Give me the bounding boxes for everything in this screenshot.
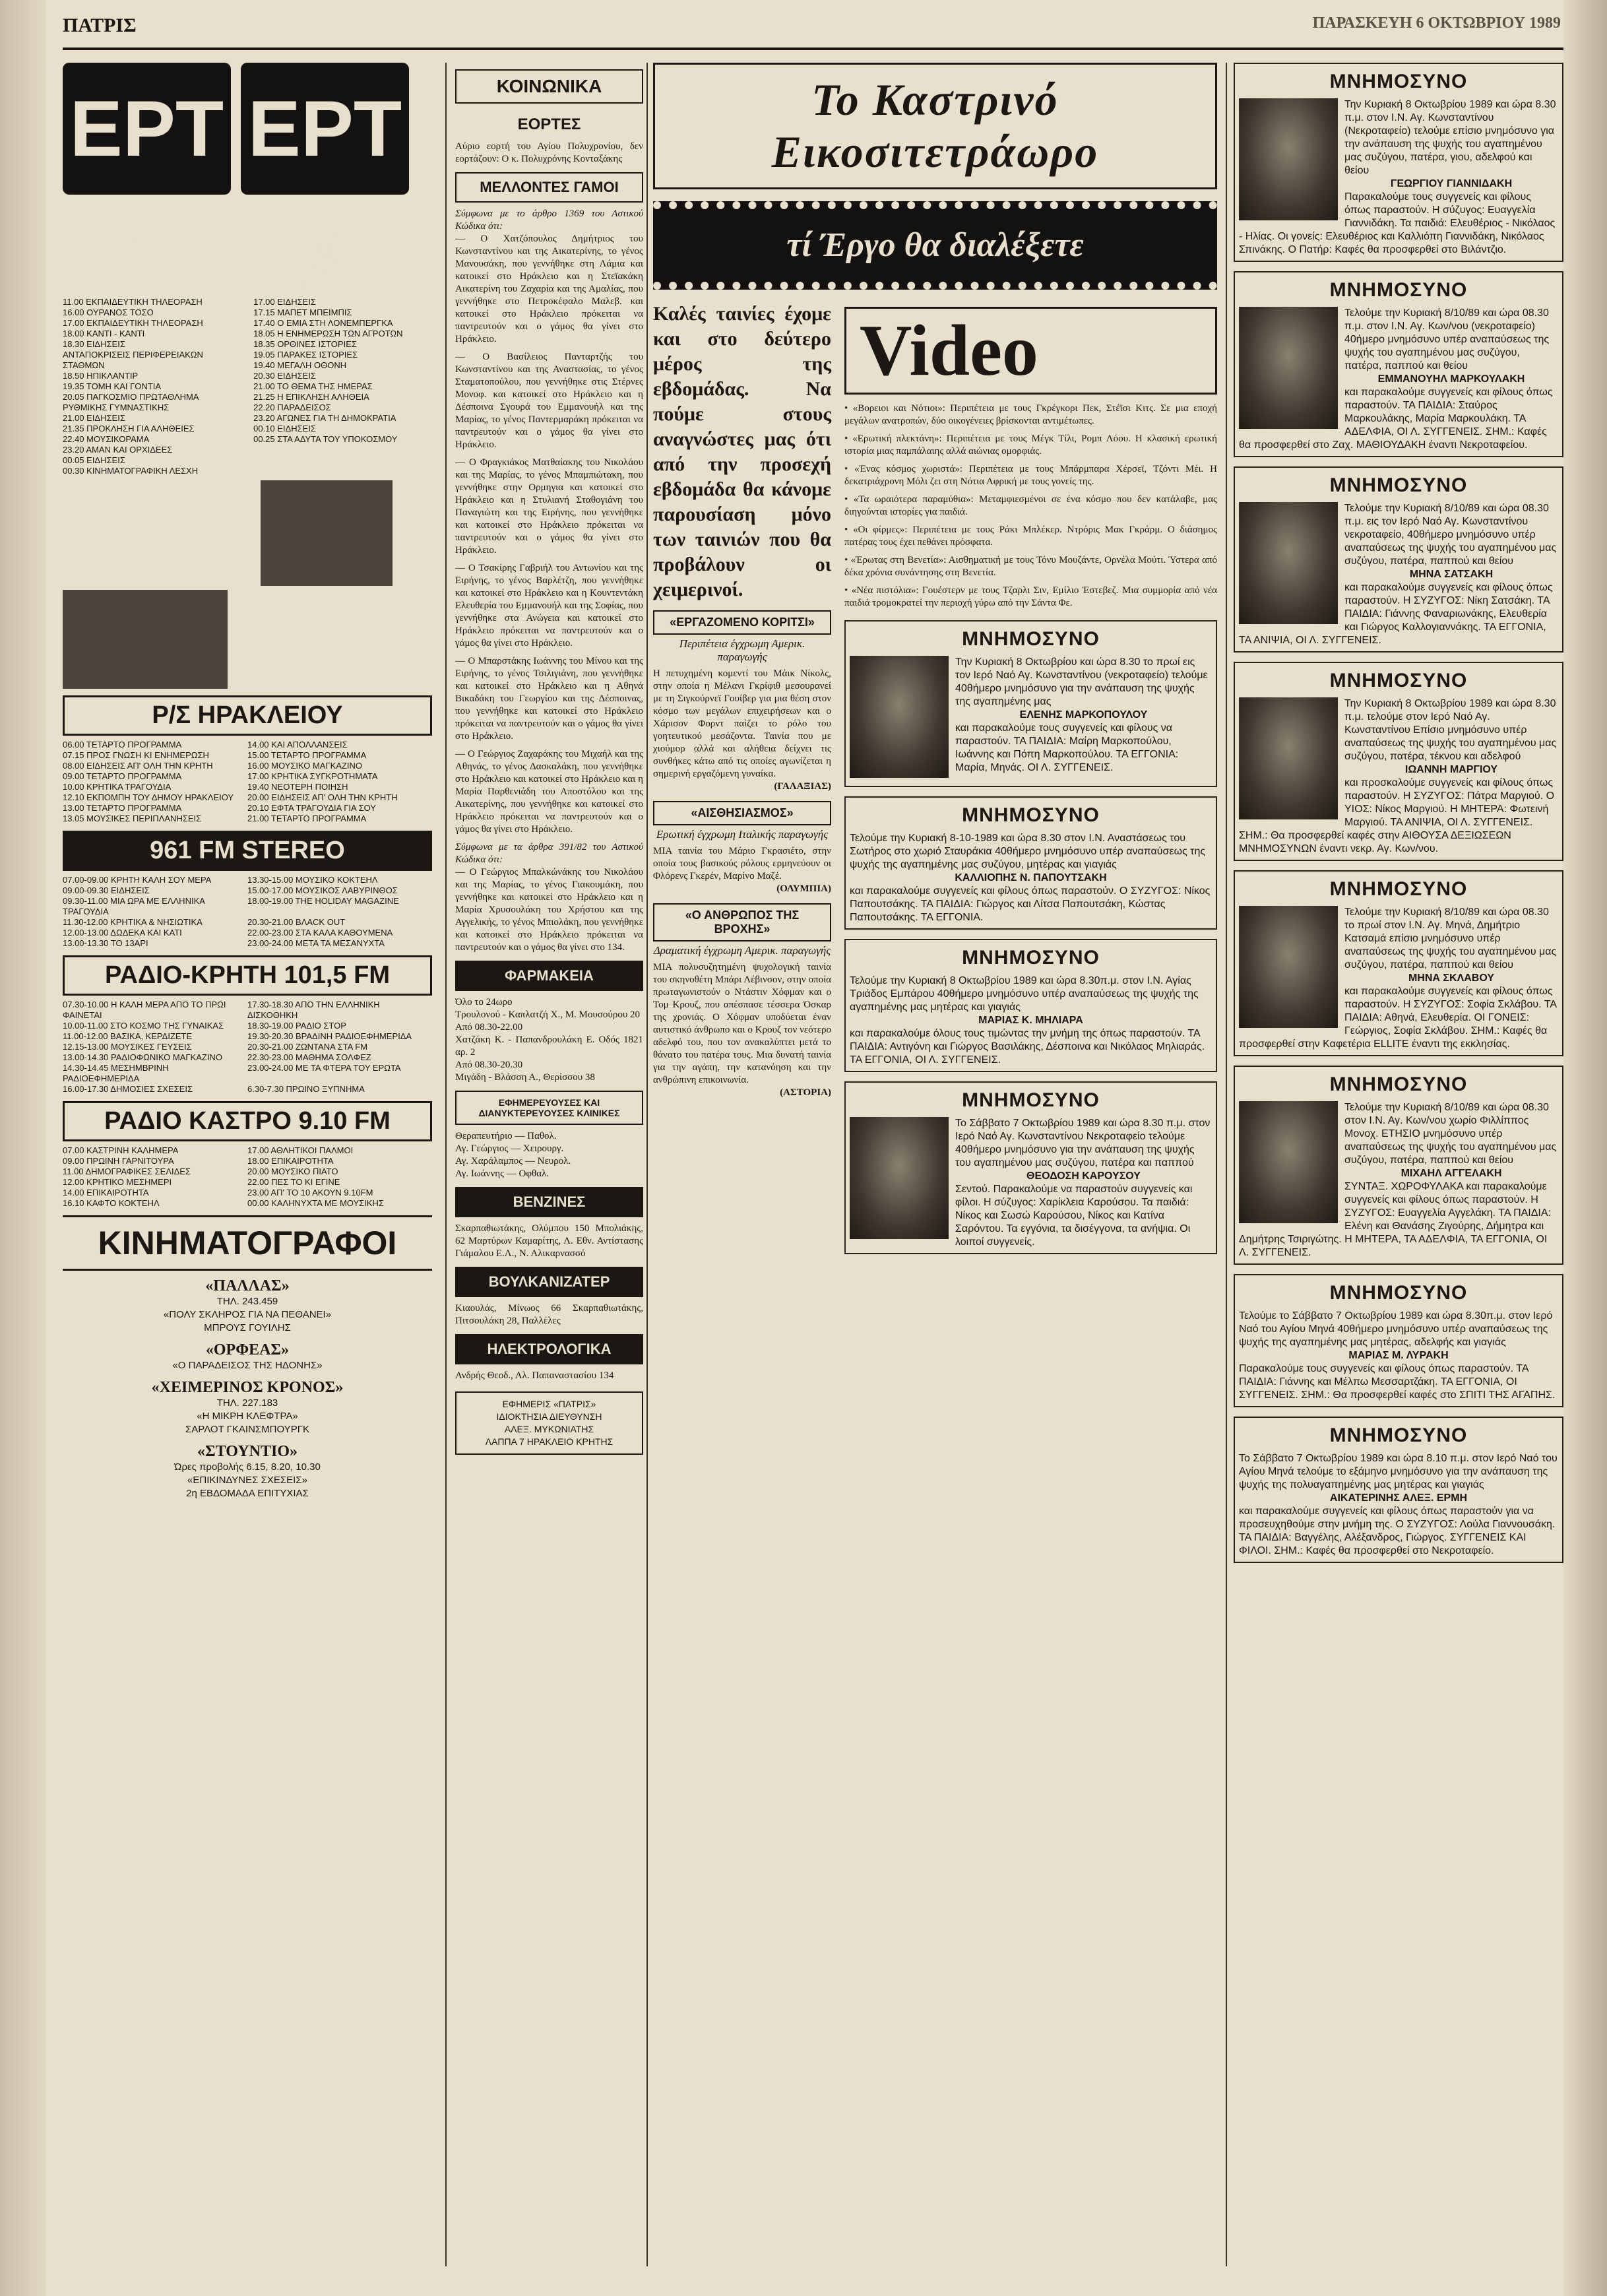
video-review: • «Ερωτική πλεκτάνη»: Περιπέτεια με τους Μέγκ Τίλι, Ρομπ Λόου. Η κλασική ερωτική ιστορία μιας παμπάλαιης αλλά αιώνιας ομορφιάς. <box>844 433 1217 457</box>
tv-listing-item: 00.05 ΕΙΔΗΣΕΙΣ <box>63 455 125 465</box>
radio-listing-item: 09.00-09.30 ΕΙΔΗΣΕΙΣ <box>63 885 150 895</box>
cinema-entry <box>63 1379 432 1436</box>
tv-listing-item: 18.35 ΟΡΘΙΝΕΣ ΙΣΤΟΡΙΕΣ <box>253 339 357 349</box>
clinic-entry: Θεραπευτήριο — Παθολ. <box>455 1131 557 1141</box>
radio-listing-item: 14.30-14.45 ΜΕΣΗΜΒΡΙΝΗ ΡΑΔΙΟΕΦΗΜΕΡΙΔΑ <box>63 1063 169 1083</box>
radio-listing-item: 12.10 ΕΚΠΟΜΠΗ ΤΟΥ ΔΗΜΟΥ ΗΡΑΚΛΕΙΟΥ <box>63 792 234 802</box>
weddings-title: ΜΕΛΛΟΝΤΕΣ ΓΑΜΟΙ <box>455 172 643 203</box>
video-list <box>844 402 1217 610</box>
video-review: • «Ένας κόσμος χωριστά»: Περιπέτεια με τους Μπάρμπαρα Χέρσεϊ, Τζόντι Μέι. Η δεκατριάχρονη Μόλι ζει στη Νότια Αφρική με τους γονείς της. <box>844 464 1217 487</box>
radio-listing-item: 14.00 ΚΑΙ ΑΠΟΛΛΑΝΣΕΙΣ <box>247 740 348 749</box>
radio-listing-item: 12.00 ΚΡΗΤΙΚΟ ΜΕΣΗΜΕΡΙ <box>63 1177 172 1187</box>
tv-listing-item: 17.40 Ο ΕΜΙΑ ΣΤΗ ΛΟΝΕΜΠΕΡΓΚΑ <box>253 318 393 328</box>
tv-listing-item: 19.40 ΜΕΓΑΛΗ ΟΘΟΝΗ <box>253 360 347 370</box>
clinic-entry: Αγ. Γεώργιος — Χειρουργ. <box>455 1143 564 1154</box>
film-text: Η πετυχημένη κομεντί του Μάικ Νίκολς, στην οποία η Μέλανι Γκρίφιθ μεσουρανεί με τη Σιγκούρνεϊ Γουίβερ για μια θέση στον κόσμο των μεγάλων επιχειρήσεων και ο Χάρισον Φορντ παίζει το ρόλο του γοητευτικού μεσάζοντα. Ταινία που με χιούμορ αλλά και αλήθεια δείχνει τις συνθήκες κάτω από τις οποίες αγωνίζεται η σημερινή εργαζόμενη γυναίκα. <box>653 668 831 779</box>
memorial-title: ΜΝΗΜΟΣΥΝΟ <box>962 804 1100 826</box>
radio-listing-item: 12.00-13.00 ΔΩΔΕΚΑ ΚΑΙ ΚΑΤΙ <box>63 928 182 938</box>
pharmacies-list <box>455 996 643 1084</box>
memorials-list <box>1234 63 1563 1265</box>
memorial-details: ΣΥΝΤΑΞ. ΧΩΡΟΦΥΛΑΚΑ και παρακαλούμε συγγενείς και φίλους όπως παραστούν. Η ΣΥΖΥΓΟΣ: Ευαγγελία Αγγελάκη. ΤΑ ΠΑΙΔΙΑ: Ελένη και Θανάσης Ζιγούρης, Δήμητρα και Δημήτρης Τσιριγώτης. Η ΜΗΤΕΡΑ, ΤΑ ΑΔΕΛΦΙΑ, ΤΑ ΕΓΓΟΝΙΑ, ΟΙ Λ. ΣΥΓΓΕΝΕΙΣ. <box>1239 1181 1551 1258</box>
memorial-notice <box>844 939 1217 1072</box>
cinemas-title: ΚΙΝΗΜΑΤΟΓΡΑΦΟΙ <box>63 1215 432 1271</box>
memorial-title: ΜΝΗΜΟΣΥΝΟ <box>1329 670 1468 691</box>
memorial-notice <box>1234 662 1563 861</box>
film-cinema: (ΟΛΥΜΠΙΑ) <box>776 883 831 894</box>
tv-photo-portrait <box>261 480 393 586</box>
memorial-title: ΜΝΗΜΟΣΥΝΟ <box>1329 279 1468 301</box>
wedding-notice: — Ο Γεώργιος Μπαλκώνάκης του Νικολάου και της Μαρίας, το γένος Γιακουμάκη, που γεννήθηκε και κατοικεί στο Ηράκλειο και η Μαρία Χρυσουλάκη του Χρήστου και της Αγγελικής, το γένος Μπιολάκη, που γεννήθηκε και κατοικεί στο Ηράκλειο πρόκειται να παντρευτούν και ο γάμος θα γίνει στο 134. <box>455 867 643 953</box>
radio-kastro-schedule <box>63 1145 432 1209</box>
radio-listing-item: 18.00-19.00 THE HOLIDAY MAGAZINE <box>247 896 399 906</box>
film-text: ΜΙΑ πολυσυζητημένη ψυχολογική ταινία του σκηνοθέτη Μπάρι Λέβινσον, στην οποία πρωταγωνιστούν ο Ντάστιν Χόφμαν και ο Τομ Κρουζ, που απέσπασε τέσσερα Όσκαρ της χρονιάς. Ο Χόφμαν υποδύεται έναν αυτιστικό άνθρωπο και ο Κρουζ τον νεότερο αδελφό του, που τον ανακαλύπτει μετά το θάνατο του πατέρα τους. Μια δυνατή ταινία για την αγάπη, την κατανόηση και την ανθρώπινη επικοινωνία. <box>653 962 831 1085</box>
pharmacy-entry: Χατζάκη Κ. - Παπανδρουλάκη Ε. Οδός 1821 αρ. 2 <box>455 1035 643 1058</box>
pharmacy-entry: Μιγάδη - Βλάσση Α., Θερίσσου 38 <box>455 1072 595 1083</box>
radio-listing-item: 13.05 ΜΟΥΣΙΚΕΣ ΠΕΡΙΠΛΑΝΗΣΕΙΣ <box>63 813 202 823</box>
weddings-intro: Σύμφωνα με το άρθρο 1369 του Αστικού Κώδικα ότι: <box>455 208 643 232</box>
radio-listing-item: 09.30-11.00 ΜΙΑ ΩΡΑ ΜΕ ΕΛΛΗΝΙΚΑ ΤΡΑΓΟΥΔΙΑ <box>63 896 205 916</box>
center-memorials <box>844 620 1217 1254</box>
cinema-film: «Ο ΠΑΡΑΔΕΙΣΟΣ ΤΗΣ ΗΔΟΝΗΣ» <box>172 1360 323 1371</box>
memorial-body: Την Κυριακή 8 Οκτωβρίου 1989 και ώρα 8.30 π.μ. τελούμε στον Ιερό Ναό Αγ. Κωνσταντίνου Επίσιο μνημόσυνο υπέρ αναπαύσεως της ψυχής του αγαπημένου μας συζύγου, πατέρα, τέκνου και αδελφού <box>1344 698 1557 762</box>
memorial-notice <box>1234 466 1563 653</box>
film-title: «Ο ΑΝΘΡΩΠΟΣ ΤΗΣ ΒΡΟΧΗΣ» <box>653 903 831 941</box>
memorial-name: ΜΙΧΑΗΛ ΑΓΓΕΛΑΚΗ <box>1401 1168 1502 1179</box>
radio-listing-item: 20.00 ΜΟΥΣΙΚΟ ΠΙΑΤΟ <box>247 1166 338 1176</box>
pharmacy-entry: Από 08.30-20.30 <box>455 1060 523 1070</box>
tv-listing-item: 21.00 ΕΙΔΗΣΕΙΣ <box>63 413 125 423</box>
memorial-name: ΑΙΚΑΤΕΡΙΝΗΣ ΑΛΕΞ. ΕΡΜΗ <box>1329 1492 1468 1504</box>
cinema-entry <box>63 1341 432 1372</box>
memorial-body: Τελούμε την Κυριακή 8 Οκτωβρίου 1989 και ώρα 8.30π.μ. στον Ι.Ν. Αγίας Τριάδος Εμπάρου 40θήμερο μνημόσυνο υπέρ αναπαύσεως της ψυχής της αγαπημένης μας μητέρας και γιαγιάς <box>850 975 1199 1013</box>
film-genre: Δραματική έγχρωμη Αμερικ. παραγωγής <box>653 944 831 957</box>
radio-961-schedule <box>63 875 432 949</box>
tv-listing-item: 18.00 ΚΑΝΤΙ - ΚΑΝΤΙ <box>63 329 145 338</box>
radio-listing-item: 20.10 ΕΦΤΑ ΤΡΑΓΟΥΔΙΑ ΓΙΑ ΣΟΥ <box>247 803 376 813</box>
memorial-body: Την Κυριακή 8 Οκτωβρίου 1989 και ώρα 8.30 π.μ. στον Ι.Ν. Αγ. Κωνσταντίνου (Νεκροταφείο) τελούμε επίσιο μνημόσυνο για την ανάπαυση της ψυχής του αγαπημένου μας συζύγου, πατέρα, γιου, αδελφού και θείου <box>1344 99 1556 176</box>
ert1-logo: ΕΡΤ 1 <box>63 63 231 195</box>
tv-listing-item: 00.30 ΚΙΝΗΜΑΤΟΓΡΑΦΙΚΗ ΛΕΣΧΗ <box>63 466 199 476</box>
social-header: ΚΟΙΝΩΝΙΚΑ <box>455 69 643 104</box>
feasts-title: ΕΟΡΤΕΣ <box>517 115 581 133</box>
memorial-photo <box>1239 1101 1338 1223</box>
tv-listing-item: ΑΝΤΑΠΟΚΡΙΣΕΙΣ ΠΕΡΙΦΕΡΕΙΑΚΩΝ ΣΤΑΘΜΩΝ <box>63 350 203 370</box>
cinema-name: «ΧΕΙΜΕΡΙΝΟΣ ΚΡΟΝΟΣ» <box>151 1379 344 1396</box>
memorial-notice <box>844 796 1217 930</box>
masthead-name: ΠΑΤΡΙΣ <box>63 15 137 36</box>
memorial-body: Τελούμε την Κυριακή 8/10/89 και ώρα 08.30 π.μ. εις τον Ιερό Ναό Αγ. Κωνσταντίνου νεκροταφείο, 40θήμερο μνημόσυνο υπέρ αναπαύσεως της ψυχής του αγαπημένου μας συζύγου, πατέρα, παππού και θείου <box>1344 503 1557 567</box>
tv-listing-item: 22.20 ΠΑΡΑΔΕΙΣΟΣ <box>253 402 331 412</box>
memorial-details: και παρακαλούμε συγγενείς και φίλους όπως παραστούν. ΤΑ ΠΑΙΔΙΑ: Σταύρος Μαρκουλάκης, Μαρία Μαρκουλάκη. ΤΑ ΑΔΕΛΦΙΑ, ΟΙ Λ. ΣΥΓΓΕΝΕΙΣ. ΣΗΜ.: Καφές θα προσφερθεί στο Ζαχ. ΜΑΘΙΟΥΔΑΚΗ έναντι Νεκροταφείου. <box>1239 387 1553 451</box>
feature-intro: Καλές ταινίες έχομε και στο δεύτερο μέρος της εβδομάδας. Να πούμε στους αναγνώστες μας ότι από την προσεχή εβδομάδα θα κάνομε παρουσίαση μόνο των ταινιών που θα προβάλουν οι χειμερινοί. <box>653 303 831 600</box>
memorial-name: ΘΕΟΔΟΣΗ ΚΑΡΟΥΣΟΥ <box>1026 1170 1141 1182</box>
tv-listing-item: 21.00 ΤΟ ΘΕΜΑ ΤΗΣ ΗΜΕΡΑΣ <box>253 381 373 391</box>
memorial-details: και παρακαλούμε συγγενείς και φίλους όπως παραστούν. Η ΣΥΖΥΓΟΣ: Νίκη Σατσάκη. ΤΑ ΠΑΙΔΙΑ: Γιάννης Φαναριωνάκης, Ελευθερία και Γιώργος Καλλογιαννάκης. ΤΑ ΕΓΓΟΝΙΑ, ΤΑ ΑΝΙΨΙΑ, ΟΙ Λ. ΣΥΓΓΕΝΕΙΣ. <box>1239 582 1553 646</box>
memorial-body: Τελούμε την Κυριακή 8-10-1989 και ώρα 8.30 στον Ι.Ν. Αναστάσεως του Σωτήρος στο χωριό Σταυράκια 40θήμερο μνημόσυνο υπέρ αναπαύσεως της ψυχής της αγαπημένης μας συζύγου, μητέρας και γιαγιάς <box>850 833 1206 870</box>
tv-listing-item: 20.05 ΠΑΓΚΟΣΜΙΟ ΠΡΩΤΑΘΛΗΜΑ ΡΥΘΜΙΚΗΣ ΓΥΜΝΑΣΤΙΚΗΣ <box>63 392 199 412</box>
cinema-note: ΣΑΡΛΟΤ ΓΚΑΙΝΣΜΠΟΥΡΓΚ <box>185 1424 309 1435</box>
electric-text: Ανδρής Θεοδ., Αλ. Παπαναστασίου 134 <box>455 1370 614 1381</box>
memorial-name: ΜΗΝΑ ΣΚΛΑΒΟΥ <box>1408 973 1495 984</box>
radio-listing-item: 23.00 ΑΠ' ΤΟ 10 ΑΚΟΥΝ 9.10FM <box>247 1188 373 1197</box>
fuel-text: Σκαρπαθιωτάκης, Ολύμπου 150 Μπολιάκης, 62 Μαρτύρων Καμαρίτης, Λ. Εθν. Αντίστασης Γιάμαλου Ε.Λ., Ν. Αλικαρνασσό <box>455 1223 643 1259</box>
memorial-name: ΕΛΕΝΗΣ ΜΑΡΚΟΠΟΥΛΟΥ <box>1019 709 1148 720</box>
cinema-film: «Η ΜΙΚΡΗ ΚΛΕΦΤΡΑ» <box>197 1411 298 1422</box>
film-text: ΜΙΑ ταινία του Μάριο Γκρασιέτο, στην οποία τους βασικούς ρόλους ερμηνεύουν οι Φλόρενς Γκερέν, Μαρίνο Μαζέ. <box>653 846 831 881</box>
radio-listing-item: 22.00 ΠΕΣ ΤΟ ΚΙ ΕΓΙΝΕ <box>247 1177 340 1187</box>
imprint-line: ΑΛΕΞ. ΜΥΚΩΝΙΑΤΗΣ <box>504 1424 594 1434</box>
tv-listing-item: 17.00 ΕΚΠΑΙΔΕΥΤΙΚΗ ΤΗΛΕΟΡΑΣΗ <box>63 318 203 328</box>
radio-listing-item: 13.00 ΤΕΤΑΡΤΟ ΠΡΟΓΡΑΜΜΑ <box>63 803 182 813</box>
video-review: • «Βορειοι και Νότιοι»: Περιπέτεια με τους Γκρέγκορι Πεκ, Στέϊσι Κιτς. Σε μια εποχή μεγάλων ανατροπών, δύο οικογένειες βρίσκονται αντιμέτωπες. <box>844 403 1217 426</box>
radio-listing-item: 20.30-21.00 ΖΩΝΤΑΝΑ ΣΤΑ FM <box>247 1042 367 1052</box>
wedding-notice: — Ο Χατζόπουλος Δημήτριος του Κωνσταντίνου και της Αικατερίνης, το γένος Μανουσάκη, που γεννήθηκε στη Λάμια και κατοικεί στο Ηράκλειο και η Στεϊακάκη Αικατερίνη του Ζαχαρία και της Αμαλίας, που γεννήθηκε στο Πετροκέφαλο Μαλεβ. και κατοικεί στο Ηράκλειο πρόκειται να παντρευτούν και ο γάμος θα γίνει στο Ηράκλειο. <box>455 234 643 344</box>
memorial-body: Τελούμε την Κυριακή 8/10/89 και ώρα 08.30 στον Ι.Ν. Αγ. Κων/νου χωρίο Φιλλίππος Μονοχ. ΕΤΗΣΙΟ μνημόσυνο υπέρ αναπαύσεως της ψυχής του αγαπημένου μας συζύγου, πατέρα, παππού και θείου <box>1344 1102 1557 1166</box>
memorial-details: και παρακαλούμε συγγενείς και φίλους όπως παραστούν. Ο ΣΥΖΥΓΟΣ: Νίκος Παπουτσάκης. ΤΑ ΠΑΙΔΙΑ: Γιώργος και Λίτσα Παπουτσάκη, Κώστας Παπουτσάκης. ΤΑ ΕΓΓΟΝΙΑ. <box>850 885 1211 923</box>
memorial-notice <box>844 620 1217 787</box>
clinics-list <box>455 1130 643 1180</box>
tv-listing-item: 19.05 ΠΑΡΑΚΕΣ ΙΣΤΟΡΙΕΣ <box>253 350 358 360</box>
feasts-text: Αύριο εορτή του Αγίου Πολυχρονίου, δεν εορτάζουν: Ο κ. Πολυχρόνης Κονταξάκης <box>455 141 643 164</box>
tv-listing-item: 00.10 ΕΙΔΗΣΕΙΣ <box>253 424 316 433</box>
radio-listing-item: 19.30-20.30 ΒΡΑΔΙΝΗ ΡΑΔΙΟΕΦΗΜΕΡΙΔΑ <box>247 1031 412 1041</box>
pharmacies-title: ΦΑΡΜΑΚΕΙΑ <box>455 961 643 991</box>
radio-heraklion-title: Ρ/Σ ΗΡΑΚΛΕΙΟΥ <box>63 695 432 736</box>
radio-listing-item: 20.30-21.00 ΒΛΑCK OUT <box>247 917 346 927</box>
memorial-body: Το Σάββατο 7 Οκτωβρίου 1989 και ώρα 8.10 π.μ. στον Ιερό Ναό του Αγίου Μηνά τελούμε το εξάμηνο μνημόσυνο για την ανάπαυση της ψυχής της πολυαγαπημένης μας μητέρας και γιαγιάς <box>1239 1453 1558 1490</box>
memorial-details: Παρακαλούμε τους συγγενείς και φίλους όπως παραστούν. Η σύζυγος: Ευαγγελία Γιαννιδάκη. Τα παιδιά: Ελευθέριος - Νικόλαος - Ηλίας. Οι γονείς: Ελευθέριος και Καλλιόπη Γιαννιδάκη, Νικόλαος Σπινάκης. Ο Πατήρ: Καφές θα προσφερθεί στο Βιλάντζιο. <box>1239 191 1556 255</box>
tv-listing-item: 20.30 ΕΙΔΗΣΕΙΣ <box>253 371 316 381</box>
feature-body <box>653 302 1217 1263</box>
feature-filmstrip-title: τί Έργο θα διαλέξετε <box>653 201 1217 290</box>
cinema-phone: ΤΗΛ. 243.459 <box>216 1296 278 1307</box>
memorial-notice <box>844 1081 1217 1254</box>
radio-listing-item: 19.40 ΝΕΟΤΕΡΗ ΠΟΙΗΣΗ <box>247 782 348 792</box>
ert2-listing <box>253 297 431 445</box>
memorial-body: Τελούμε την Κυριακή 8/10/89 και ώρα 08.30 το πρωί στον Ι.Ν. Αγ. Μηνά, Δημήτριο Κατσαμά επίσιο μνημόσυνο υπέρ αναπαύσεως της ψυχής του αγαπημένου μας συζύγου, πατέρα, παππού και θείου <box>1344 907 1557 971</box>
column-divider <box>646 63 648 2266</box>
film-cinema: (ΑΣΤΟΡΙΑ) <box>780 1087 831 1098</box>
tv-listing-item: 18.50 ΗΠΙΚΛΑΝΤΙΡ <box>63 371 139 381</box>
tv-listing-item: 21.35 ΠΡΟΚΛΗΣΗ ΓΙΑ ΑΛΗΘΕΙΕΣ <box>63 424 195 433</box>
radio-listing-item: 16.10 ΚΑΦΤΟ ΚΟΚΤΕΗΛ <box>63 1198 160 1208</box>
radio-961-title: 961 FM STEREO <box>63 831 432 871</box>
video-review: • «Νέα πιστόλια»: Γουέστερν με τους Τζαρλι Σιν, Εμίλιο Έστεβεζ. Μια συμμορία από νέα παιδιά τρομοκρατεί την περιοχή γύρω από την Σάντα Φε. <box>844 585 1217 608</box>
radio-listing-item: 16.00-17.30 ΔΗΜΟΣΙΕΣ ΣΧΕΣΕΙΣ <box>63 1084 193 1094</box>
film-genre: Περιπέτεια έγχρωμη Αμερικ. παραγωγής <box>679 637 805 663</box>
radio-listing-item: 13.00-14.30 ΡΑΔΙΟΦΩΝΙΚΟ ΜΑΓΚΑΖΙΝΟ <box>63 1052 222 1062</box>
cinema-feature-column <box>653 63 1217 2280</box>
imprint-line: ΙΔΙΟΚΤΗΣΙΑ ΔΙΕΥΘΥΝΣΗ <box>496 1411 602 1422</box>
newspaper-imprint <box>455 1391 643 1455</box>
clinic-entry: Αγ. Ιωάννης — Οφθαλ. <box>455 1168 550 1179</box>
radio-listing-item: 14.00 ΕΠΙΚΑΙΡΟΤΗΤΑ <box>63 1188 149 1197</box>
cinema-entry <box>63 1443 432 1500</box>
memorials-column <box>1234 63 1563 2280</box>
memorial-name: ΜΗΝΑ ΣΑΤΣΑΚΗ <box>1409 569 1494 580</box>
memorial-notice <box>1234 870 1563 1056</box>
radio-listing-item: 17.30-18.30 ΑΠΟ ΤΗΝ ΕΛΛΗΝΙΚΗ ΔΙΣΚΟΘΗΚΗ <box>247 1000 380 1020</box>
radio-listing-item: 22.30-23.00 ΜΑΘΗΜΑ ΣΟΛΦΕΖ <box>247 1052 371 1062</box>
film-title: «ΑΙΣΘΗΣΙΑΣΜΟΣ» <box>653 801 831 825</box>
wedding-notice: — Ο Βασίλειος Πανταρτζής του Κωνσταντίνου και της Αναστασίας, το γένος Σταματοπούλου, που γεννήθηκε στις Στέρνες Μονοφ. και κατοικεί στο Ηράκλειο και η Δέσποινα Σγουρά του Εμμανουήλ και της Μαρίας, το γένος Παντερμαράκη πρόκειται να παντρευτούν και ο γάμος θα γίνει στο Ηράκλειο. <box>455 352 643 450</box>
memorial-body: Τελούμε το Σάββατο 7 Οκτωβρίου 1989 και ώρα 8.30π.μ. στον Ιερό Ναό του Αγίου Μηνά 40θήμερο μνημόσυνο υπέρ αναπαύσεως της ψυχής της αγαπημένης μας μητέρας, αδελφής και γιαγιάς <box>1239 1310 1553 1348</box>
memorials-plain-list <box>1234 1274 1563 1563</box>
tv-radio-column <box>63 63 432 2280</box>
weddings2-intro: Σύμφωνα με τα άρθρα 391/82 του Αστικού Κώδικα ότι: <box>455 842 643 865</box>
cinema-note: ΜΠΡΟΥΣ ΓΟΥΙΛΗΣ <box>204 1322 291 1333</box>
memorial-details: και παρακαλούμε τους συγγενείς και φίλους να παραστούν. ΤΑ ΠΑΙΔΙΑ: Μαίρη Μαρκοπούλου, Ιωάννης και Πόπη Μαρκοπούλου. ΤΑ ΕΓΓΟΝΙΑ: Μαρία, Μηνάς. ΟΙ Λ. ΣΥΓΓΕΝΕΙΣ. <box>955 722 1179 773</box>
cinema-entry <box>63 1277 432 1335</box>
pharmacy-entry: Από 08.30-22.00 <box>455 1022 523 1033</box>
tyres-text: Κιαουλάς, Μίνωος 66 Σκαρπαθιωτάκης, Πιτσουλάκη 28, Παλλέλες <box>455 1303 643 1326</box>
imprint-line: ΕΦΗΜΕΡΙΣ «ΠΑΤΡΙΣ» <box>502 1399 596 1409</box>
radio-listing-item: 17.00 ΚΡΗΤΙΚΑ ΣΥΓΚΡΟΤΗΜΑΤΑ <box>247 771 378 781</box>
radio-listing-item: 00.00 ΚΑΛΗΝΥΧΤΑ ΜΕ ΜΟΥΣΙΚΗΣ <box>247 1198 384 1208</box>
tv-listing-item: 11.00 ΕΚΠΑΙΔΕΥΤΙΚΗ ΤΗΛΕΟΡΑΣΗ <box>63 297 203 307</box>
clinic-entry: Αγ. Χαράλαμπος — Νευρολ. <box>455 1156 571 1166</box>
tv-listing-item: 17.00 ΕΙΔΗΣΕΙΣ <box>253 297 316 307</box>
wedding-notice: — Ο Γεώργιος Ζαχαράκης του Μιχαήλ και της Αθηνάς, το γένος Δασκαλάκη, που γεννήθηκε στο Ηράκλειο και κατοικεί στο Ηράκλειο και η Μαρία Παρθενιάδη του Αποστόλου και της Αικατερίνης, που γεννήθηκε και κατοικεί στο Ηράκλειο πρόκειται να παντρευτούν και ο γάμος θα γίνει στο Ηράκλειο. <box>455 749 643 835</box>
memorial-body: Την Κυριακή 8 Οκτωβρίου και ώρα 8.30 το πρωί εις τον Ιερό Ναό Αγ. Κωνσταντίνου (νεκροταφείο) τελούμε 40θήμερο μνημόσυνο για την ανάπαυση της ψυχής της αγαπημένης μας <box>955 656 1208 707</box>
radio-listing-item: 09.00 ΠΡΩΙΝΗ ΓΑΡΝΙΤΟΥΡΑ <box>63 1156 174 1166</box>
memorial-title: ΜΝΗΜΟΣΥΝΟ <box>1329 1282 1468 1304</box>
memorial-title: ΜΝΗΜΟΣΥΝΟ <box>962 947 1100 969</box>
radio-listing-item: 07.30-10.00 Η ΚΑΛΗ ΜΕΡΑ ΑΠΟ ΤΟ ΠΡΩΙ ΦΑΙΝΕΤΑΙ <box>63 1000 226 1020</box>
cinema-note: 2η ΕΒΔΟΜΑΔΑ ΕΠΙΤΥΧΙΑΣ <box>186 1488 309 1499</box>
radio-listing-item: 07.00-09.00 ΚΡΗΤΗ ΚΑΛΗ ΣΟΥ ΜΕΡΑ <box>63 875 212 885</box>
feature-right <box>844 302 1217 1263</box>
memorial-name: ΜΑΡΙΑΣ Κ. ΜΗΛΙΑΡΑ <box>978 1015 1083 1026</box>
wedding-notice: — Ο Τσακίρης Γαβριήλ του Αντωνίου και της Ειρήνης, το γένος Βαρλέτζη, που γεννήθηκε και κατοικεί στο Ηράκλειο και η Κουντεντάκη Ελευθερία του Εμμανουήλ και της Σοφίας, που γεννήθηκε στα Ανώγεια και κατοικεί στο Ηράκλειο πρόκειται να παντρευτούν και ο γάμος θα γίνει στο Ηράκλειο. <box>455 563 643 649</box>
memorial-name: ΚΑΛΛΙΟΠΗΣ Ν. ΠΑΠΟΥΤΣΑΚΗ <box>955 872 1107 883</box>
memorial-notice <box>1234 63 1563 262</box>
memorial-name: ΙΩΑΝΝΗ ΜΑΡΓΙΟΥ <box>1404 764 1498 775</box>
radio-listing-item: 07.15 ΠΡΟΣ ΓΝΩΣΗ ΚΙ ΕΝΗΜΕΡΩΣΗ <box>63 750 209 760</box>
tv-listing-item: 18.05 Η ΕΝΗΜΕΡΩΣΗ ΤΩΝ ΑΓΡΟΤΩΝ <box>253 329 403 338</box>
radio-listing-item: 18.00 ΕΠΙΚΑΙΡΟΤΗΤΑ <box>247 1156 334 1166</box>
weddings2-list <box>455 866 643 954</box>
radio-listing-item: 23.00-24.00 ΜΕΤΑ ΤΑ ΜΕΣΑΝΥΧΤΑ <box>247 938 385 948</box>
cinema-name: «ΟΡΦΕΑΣ» <box>205 1341 290 1358</box>
film-title: «ΕΡΓΑΖΟΜΕΝΟ ΚΟΡΙΤΣΙ» <box>653 610 831 635</box>
video-review: • «Τα ωραιότερα παραμύθια»: Μεταμφιεσμένοι σε ένα κόσμο που δεν κατάλαβε, μας διηγούνται ιστορίες για παιδιά. <box>844 494 1217 517</box>
cinemas-list <box>63 1277 432 1500</box>
memorial-details: και παρακαλούμε συγγενείς και φίλους όπως παραστούν για να προσευχηθούμε στην μνήμη της. Ο ΣΥΖΥΓΟΣ: Λούλα Γιαννουσάκη. ΤΑ ΠΑΙΔΙΑ: Βαγγέλης, Αλέξανδρος, Γιώργος. ΣΥΓΓΕΝΕΙΣ ΚΑΙ ΦΙΛΟΙ. ΣΗΜ.: Καφές θα προσφερθεί στο Νεκροταφείο. <box>1239 1506 1556 1556</box>
radio-listing-item: 10.00-11.00 ΣΤΟ ΚΟΣΜΟ ΤΗΣ ΓΥΝΑΙΚΑΣ <box>63 1021 224 1031</box>
radio-listing-item: 11.00-12.00 ΒΑΣΙΚΑ, ΚΕΡΔΙΖΕΤΕ <box>63 1031 193 1041</box>
tv-listing-item: 21.25 Η ΕΠΙΚΛΗΣΗ ΑΛΗΘΕΙΑ <box>253 392 369 402</box>
ert2-logo: ΕΡΤ 2 <box>241 63 409 195</box>
memorial-title: ΜΝΗΜΟΣΥΝΟ <box>1329 71 1468 92</box>
memorial-details: και προσκαλούμε συγγενείς και φίλους όπως παραστούν. Η ΣΥΖΥΓΟΣ: Πάτρα Μαργιού. Ο ΥΙΟΣ: Νίκος Μαργιού. Η ΜΗΤΕΡΑ: Φωτεινή Μαργιού. ΤΑ ΑΝΙΨΙΑ, ΟΙ Λ. ΣΥΓΓΕΝΕΙΣ. ΣΗΜ.: Θα προσφερθεί καφές στην ΑΙΘΟΥΣΑ ΔΕΞΙΩΣΕΩΝ ΜΝΗΜΟΣΥΝΩΝ έναντι νεκρ. Αγ. Κων/νου. <box>1239 777 1555 854</box>
radio-listing-item: 17.00 ΑΘΛΗΤΙΚΟΙ ΠΑΛΜΟΙ <box>247 1145 354 1155</box>
memorial-notice <box>1234 1417 1563 1563</box>
memorial-notice <box>1234 1066 1563 1265</box>
memorial-name: ΕΜΜΑΝΟΥΗΛ ΜΑΡΚΟΥΛΑΚΗ <box>1377 373 1525 385</box>
column-divider <box>445 63 447 2266</box>
pharmacy-entry: Τρουλονού - Καπλατζή Χ., Μ. Μουσούρου 20 <box>455 1009 640 1020</box>
memorial-details: και παρακαλούμε όλους τους τιμώντας την μνήμη της όπως παραστούν. ΤΑ ΠΑΙΔΙΑ: Αντιγόνη και Γιώργος Βασιλάκης, Δέσποινα και Νικόλαος Μηλιαράς. ΤΑ ΕΓΓΟΝΙΑ, ΟΙ Λ. ΣΥΓΓΕΝΕΙΣ. <box>850 1028 1205 1066</box>
radio-listing-item: 23.00-24.00 ΜΕ ΤΑ ΦΤΕΡΑ ΤΟΥ ΕΡΩΤΑ <box>247 1063 401 1073</box>
memorial-photo <box>1239 697 1338 819</box>
pharmacy-entry: Όλο το 24ωρο <box>455 997 513 1007</box>
tv-listing-item: 16.00 ΟΥΡΑΝΟΣ ΤΟΣΟ <box>63 307 154 317</box>
memorial-photo <box>850 1117 949 1239</box>
radio-listing-item: 08.00 ΕΙΔΗΣΕΙΣ ΑΠ' ΟΛΗ ΤΗΝ ΚΡΗΤΗ <box>63 761 213 771</box>
radio-listing-item: 07.00 ΚΑΣΤΡΙΝΗ ΚΑΛΗΜΕΡΑ <box>63 1145 179 1155</box>
tv-listing-item: 18.30 ΕΙΔΗΣΕΙΣ <box>63 339 125 349</box>
tv-listing-item: 23.20 ΑΜΑΝ ΚΑΙ ΟΡΧΙΔΕΕΣ <box>63 445 173 455</box>
column-divider <box>1226 63 1227 2266</box>
memorial-notice <box>1234 271 1563 457</box>
tv-listings <box>63 297 432 476</box>
memorial-title: ΜΝΗΜΟΣΥΝΟ <box>1329 474 1468 496</box>
memorial-details: και παρακαλούμε συγγενείς και φίλους όπως παραστούν. Η ΣΥΖΥΓΟΣ: Σοφία Σκλάβου. ΤΑ ΠΑΙΔΙΑ: Αθηνά, Ελευθερία. ΟΙ ΓΟΝΕΙΣ: Γεώργιος, Σοφία Σκλάβου. ΣΗΜ.: Καφές θα προσφερθεί στην Καφετέρια ELLITE έναντι της εκκλησίας. <box>1239 986 1557 1050</box>
masthead-rule <box>63 48 1563 50</box>
radio-listing-item: 13.00-13.30 ΤΟ 13ΑΡΙ <box>63 938 148 948</box>
memorial-title: ΜΝΗΜΟΣΥΝΟ <box>962 1089 1100 1111</box>
radio-listing-item: 16.00 ΜΟΥΣΙΚΟ ΜΑΓΚΑΖΙΝΟ <box>247 761 363 771</box>
memorial-notice <box>1234 1274 1563 1407</box>
weddings-list <box>455 233 643 836</box>
cinema-phone: ΤΗΛ. 227.183 <box>216 1397 278 1409</box>
films-list <box>653 610 831 1099</box>
wedding-notice: — Ο Φραγκιάκος Ματθαίακης του Νικολάου και της Μαρίας, το γένος Μπαμπιώτακη, που γεννήθηκε στην Ορμηγια και κατοικεί στο Ηράκλειο και η Στυλιανή Σταθογιάνη του Παναγιώτη και της Ειρήνης, που γεννήθηκε και κατοικεί στο Ηράκλειο πρόκειται να παντρευτούν και ο γάμος θα γίνει στο Ηράκλειο. <box>455 457 643 556</box>
radio-kriti-title: ΡΑΔΙΟ-ΚΡΗΤΗ 101,5 FM <box>63 955 432 996</box>
radio-kriti-schedule <box>63 1000 432 1095</box>
radio-listing-item: 13.30-15.00 ΜΟΥΣΙΚΟ ΚΟΚΤΕΗΛ <box>247 875 378 885</box>
memorial-name: ΜΑΡΙΑΣ Μ. ΛΥΡΑΚΗ <box>1348 1350 1449 1361</box>
radio-listing-item: 09.00 ΤΕΤΑΡΤΟ ΠΡΟΓΡΑΜΜΑ <box>63 771 182 781</box>
memorial-body: Τελούμε την Κυριακή 8/10/89 και ώρα 08.30 π.μ. στον Ι.Ν. Αγ. Κων/νου (νεκροταφείο) 40ήμερο μνημόσυνο υπέρ αναπαύσεως της ψυχής του αγαπημένου μας συζύγου, πατέρα, παππού και θείου <box>1344 307 1550 371</box>
radio-listing-item: 18.30-19.00 ΡΑΔΙΟ ΣΤΟΡ <box>247 1021 346 1031</box>
imprint-line: ΛΑΠΠΑ 7 ΗΡΑΚΛΕΙΟ ΚΡΗΤΗΣ <box>485 1436 614 1447</box>
radio-listing-item: 20.00 ΕΙΔΗΣΕΙΣ ΑΠ' ΟΛΗ ΤΗΝ ΚΡΗΤΗ <box>247 792 398 802</box>
memorial-title: ΜΝΗΜΟΣΥΝΟ <box>1329 1424 1468 1446</box>
cinema-name: «ΠΑΛΛΑΣ» <box>205 1277 290 1294</box>
video-title: Video <box>844 307 1217 395</box>
cinema-phone: Ώρες προβολής 6.15, 8.20, 10.30 <box>174 1461 321 1473</box>
cinema-name: «ΣΤΟΥΝΤΙΟ» <box>197 1443 298 1460</box>
radio-listing-item: 12.15-13.00 ΜΟΥΣΙΚΕΣ ΓΕΥΣΕΙΣ <box>63 1042 192 1052</box>
cinema-film: «ΠΟΛΥ ΣΚΛΗΡΟΣ ΓΙΑ ΝΑ ΠΕΘΑΝΕΙ» <box>163 1309 332 1320</box>
fuel-title: ΒΕΝΖΙΝΕΣ <box>455 1187 643 1217</box>
radio-listing-item: 11.00 ΔΗΜΟΓΡΑΦΙΚΕΣ ΣΕΛΙΔΕΣ <box>63 1166 191 1176</box>
memorial-details: Σεντού. Παρακαλούμε να παραστούν συγγενείς και φίλοι. Η σύζυγος: Χαρίκλεια Καρούσου. Τα παιδιά: Νίκος και Σωσώ Καρούσου, Νίκος και Κατίνα Σαρόντου. Τα εγγόνια, τα δισέγγονα, τα ανήψια. Οι λοιποί συγγενείς. <box>955 1184 1193 1248</box>
radio-listing-item: 15.00 ΤΕΤΑΡΤΟ ΠΡΟΓΡΑΜΜΑ <box>247 750 367 760</box>
ert1-listing <box>63 297 241 476</box>
film-cinema: (ΓΑΛΑΞΙΑΣ) <box>774 781 831 792</box>
cinema-film: «ΕΠΙΚΙΝΔΥΝΕΣ ΣΧΕΣΕΙΣ» <box>187 1475 307 1486</box>
memorial-photo <box>1239 906 1338 1028</box>
memorial-name: ΓΕΩΡΓΙΟΥ ΓΙΑΝΝΙΔΑΚΗ <box>1390 178 1513 189</box>
memorial-photo <box>850 656 949 778</box>
tv-photo-couple <box>63 590 228 689</box>
radio-listing-item: 15.00-17.00 ΜΟΥΣΙΚΟΣ ΛΑΒΥΡΙΝΘΟΣ <box>247 885 398 895</box>
tyres-title: ΒΟΥΛΚΑΝΙΖΑΤΕΡ <box>455 1267 643 1297</box>
radio-listing-item: 21.00 ΤΕΤΑΡΤΟ ΠΡΟΓΡΑΜΜΑ <box>247 813 367 823</box>
page-edge-shadow <box>1563 0 1607 2296</box>
radio-listing-item: 06.00 ΤΕΤΑΡΤΟ ΠΡΟΓΡΑΜΜΑ <box>63 740 182 749</box>
memorial-details: Παρακαλούμε τους συγγενείς και φίλους όπως παραστούν. ΤΑ ΠΑΙΔΙΑ: Γιάννης και Μέλπω Μεσσαρτζάκη. ΤΑ ΕΓΓΟΝΙΑ, ΟΙ ΣΥΓΓΕΝΕΙΣ. ΣΗΜ.: Θα προσφερθεί καφές στο ΣΠΙΤΙ ΤΗΣ ΑΓΑΠΗΣ. <box>1239 1363 1556 1401</box>
social-column <box>455 63 643 2280</box>
wedding-notice: — Ο Μπαρστάκης Ιωάννης του Μίνου και της Ειρήνης, το γένος Τσιλιγιάνη, που γεννήθηκε και κατοικεί στο Ηράκλειο και η Αθηνά Βικαδάκη του Γεωργίου και της Δέσποινας, που γεννήθηκε και κατοικεί στο Ηράκλειο πρόκειται να παντρευτούν και ο γάμος θα γίνει στο Ηράκλειο. <box>455 656 643 742</box>
radio-kastro-title: ΡΑΔΙΟ ΚΑΣΤΡΟ 9.10 FM <box>63 1101 432 1141</box>
tv-listing-item: 22.40 ΜΟΥΣΙΚΟΡΑΜΑ <box>63 434 150 444</box>
feature-banner: Το Καστρινό Εικοσιτετράωρο <box>653 63 1217 189</box>
masthead-date: ΠΑΡΑΣΚΕΥΗ 6 ΟΚΤΩΒΡΙΟΥ 1989 <box>1312 15 1561 32</box>
feature-left <box>653 302 831 1263</box>
radio-listing-item: 22.00-23.00 ΣΤΑ ΚΑΛΑ ΚΑΘΟΥΜΕΝΑ <box>247 928 393 938</box>
film-genre: Ερωτική έγχρωμη Ιταλικής παραγωγής <box>656 828 829 841</box>
video-review: • «Οι φίρμες»: Περιπέτεια με τους Ράκι Μπλέκερ. Ντρόρις Μακ Γκράρμ. Ο διάσημος πατέρας τους έχει πεθάνει πρόσφατα. <box>844 525 1217 548</box>
memorial-title: ΜΝΗΜΟΣΥΝΟ <box>1329 1073 1468 1095</box>
radio-listing-item: 11.30-12.00 ΚΡΗΤΙΚΑ & ΝΗΣΙΩΤΙΚΑ <box>63 917 203 927</box>
memorial-title: ΜΝΗΜΟΣΥΝΟ <box>1329 878 1468 900</box>
memorial-body: Το Σάββατο 7 Οκτωβρίου 1989 και ώρα 8.30 π.μ. στον Ιερό Ναό Αγ. Κωνσταντίνου Νεκροταφείο τελούμε 40θήμερο μνημόσυνο για την ανάπαυση της ψυχής του αγαπημένου μας συζύγου, πατέρα και παππού <box>955 1118 1211 1168</box>
memorial-title: ΜΝΗΜΟΣΥΝΟ <box>962 628 1100 650</box>
tv-listing-item: 00.25 ΣΤΑ ΑΔΥΤΑ ΤΟΥ ΥΠΟΚΟΣΜΟΥ <box>253 434 398 444</box>
memorial-photo <box>1239 98 1338 220</box>
radio-listing-item: 10.00 ΚΡΗΤΙΚΑ ΤΡΑΓΟΥΔΙΑ <box>63 782 172 792</box>
tv-listing-item: 19.35 ΤΟΜΗ ΚΑΙ ΓΟΝΤΙΑ <box>63 381 162 391</box>
video-review: • «Έρωτας στη Βενετία»: Αισθηματική με τους Τόνυ Μουζάντε, Ορνέλα Μούτι. Ύστερα από δέκα χρόνια συνάντησης στη Βενετία. <box>844 555 1217 578</box>
electric-title: ΗΛΕΚΤΡΟΛΟΓΙΚΑ <box>455 1334 643 1364</box>
radio-heraklion-schedule <box>63 740 432 824</box>
memorial-photo <box>1239 307 1338 429</box>
tv-listing-item: 17.15 ΜΑΠΕΤ ΜΠΕΙΜΠΙΣ <box>253 307 352 317</box>
page-fold-shadow <box>0 0 46 2296</box>
tv-listing-item: 23.20 ΑΓΩΝΕΣ ΓΙΑ ΤΗ ΔΗΜΟΚΡΑΤΙΑ <box>253 413 396 423</box>
clinics-title: ΕΦΗΜΕΡΕΥΟΥΣΕΣ ΚΑΙ ΔΙΑΝΥΚΤΕΡΕΥΟΥΣΕΣ ΚΛΙΝΙΚΕΣ <box>455 1091 643 1125</box>
memorial-photo <box>1239 502 1338 624</box>
radio-listing-item: 6.30-7.30 ΠΡΩΙΝΟ ΞΥΠΝΗΜΑ <box>247 1084 365 1094</box>
